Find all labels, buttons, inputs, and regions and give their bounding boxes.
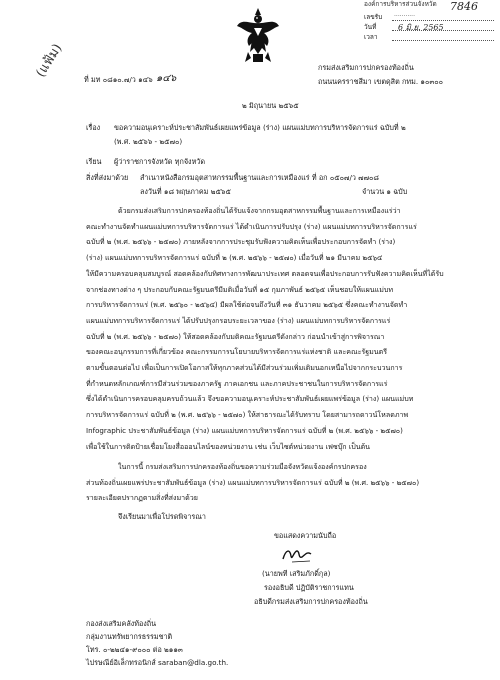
body1-line: แผนแม่บทการบริหารจัดการแร่ ได้ปรับปรุงกรอบระยะเวลาของ (ร่าง) แผนแม่บทการบริหารจัดการแร่ <box>86 315 391 325</box>
stamp-time-label: เวลา <box>364 33 378 41</box>
handwritten-signature <box>280 545 316 565</box>
body1-line: จากช่องทางต่าง ๆ ประกอบกับคณะรัฐมนตรีมีมติเมื่อวันที่ ๑๕ กุมภาพันธ์ ๒๕๖๕ เห็นชอบให้แผนแม่บท <box>86 284 394 294</box>
footer-phone: โทร. ๐-๒๒๔๑-๙๐๐๐ ต่อ ๒๑๑๓ <box>86 645 183 654</box>
body1-line: การบริหารจัดการแร่ (พ.ศ. ๒๕๖๐ - ๒๕๖๔) มีผลใช้ต่อจนถึงวันที่ ๓๑ ธันวาคม ๒๕๖๕ ซึ่งคณะทำงานจัดทำ <box>86 300 408 310</box>
stamp-date-label: วันที่ <box>364 23 377 31</box>
body1-line: (ร่าง) แผนแม่บทการบริหารจัดการแร่ ฉบับที่ ๒ (พ.ศ. ๒๕๖๖ - ๒๕๗๐) เมื่อวันที่ ๒๑ มีนาคม ๒๕๖๔ <box>86 253 383 263</box>
stamp-handwritten-number: 7846 <box>450 0 478 13</box>
footer-email: ไปรษณีย์อิเล็กทรอนิกส์ saraban@dla.go.th. <box>86 658 229 667</box>
subject-line-1: ขอความอนุเคราะห์ประชาสัมพันธ์เผยแพร่ข้อมูล (ร่าง) แผนแม่บทการบริหารจัดการแร่ ฉบับที่ ๒ <box>114 123 406 132</box>
body2-line: รายละเอียดปรากฏตามสิ่งที่ส่งมาด้วย <box>86 493 198 503</box>
receipt-stamp <box>358 0 500 44</box>
body1-line: ฉบับที่ ๒ (พ.ศ. ๒๕๖๖ - ๒๕๗๐) ให้สอดคล้องกับมติคณะรัฐมนตรีดังกล่าว ก่อนนำเข้าสู่การพิจารณา <box>86 331 385 341</box>
body2-line: ส่วนท้องถิ่นเผยแพร่ประชาสัมพันธ์ข้อมูล (ร่าง) แผนแม่บทการบริหารจัดการแร่ ฉบับที่ ๒ (พ.ศ. ๒๕๖๖ - ๒๕๗๐) <box>86 477 420 487</box>
stamp-received-label: เลขรับ <box>364 13 383 21</box>
enclosure-line-2: ลงวันที่ ๑๘ พฤษภาคม ๒๕๖๕ <box>140 187 231 196</box>
body-paragraph-1 <box>86 203 444 454</box>
sender-address: ถนนนครราชสีมา เขตดุสิต กทม. ๑๐๓๐๐ <box>318 77 444 86</box>
signer-title-2: อธิบดีกรมส่งเสริมการปกครองท้องถิ่น <box>254 597 368 606</box>
stamp-org: องค์การบริหารส่วนจังหวัด <box>364 0 437 8</box>
body1-line: ฉบับที่ ๒ (พ.ศ. ๒๕๖๖ - ๒๕๗๐) ภายหลังจากการประชุมรับฟังความคิดเห็นเพื่อประกอบการจัดทำ (ร่าง) <box>86 237 396 247</box>
sender-org: กรมส่งเสริมการปกครองท้องถิ่น <box>318 63 414 72</box>
closing-request: จึงเรียนมาเพื่อโปรดพิจารณา <box>118 512 206 521</box>
body-paragraph-2 <box>86 459 420 506</box>
body1-line: ของคณะอนุกรรมการที่เกี่ยวข้อง คณะกรรมการนโยบายบริหารจัดการแร่แห่งชาติ และคณะรัฐมนตรี <box>86 347 388 357</box>
subject-label: เรื่อง <box>86 123 101 132</box>
garuda-emblem-icon <box>236 6 280 66</box>
body2-line: ในการนี้ กรมส่งเสริมการปกครองท้องถิ่นขอความร่วมมือจังหวัดแจ้งองค์กรปกครอง <box>118 462 367 471</box>
handwritten-document-number: ๑๔๖ <box>156 73 177 84</box>
document-number: ที่ มท ๐๘๑๐.๗/ว ๑๔๖ <box>84 75 153 84</box>
body1-line: ด้วยกรมส่งเสริมการปกครองท้องถิ่นได้รับแจ้งจากกรมอุตสาหกรรมพื้นฐานและการเหมืองแร่ว่า <box>118 206 401 215</box>
body1-line: Infographic ประชาสัมพันธ์ข้อมูล (ร่าง) แผนแม่บทการบริหารจัดการแร่ ฉบับที่ ๒ (พ.ศ. ๒๕๖๖ - ๒๕๗๐) <box>86 425 403 435</box>
footer-group: กลุ่มงานทรัพยากรธรรมชาติ <box>86 632 173 641</box>
stamp-date-value: 6 มิ.ย. 2565 <box>398 23 444 32</box>
subject-line-2: (พ.ศ. ๒๕๖๖ - ๒๕๗๐) <box>114 137 183 146</box>
body1-line: ที่กำหนดหลักเกณฑ์การมีส่วนร่วมของภาครัฐ ภาคเอกชน และภาคประชาชนในการบริหารจัดการแร่ <box>86 378 388 388</box>
handwritten-margin-note: (แฟ้ม) <box>33 41 66 81</box>
body1-line: เพื่อใช้ในการติดป้ายเชื่อมโยงสื่อออนไลน์ของหน่วยงาน เช่น เว็บไซต์หน่วยงาน เฟซบุ๊ก เป็นต้น <box>86 441 371 451</box>
to-value: ผู้ว่าราชการจังหวัด ทุกจังหวัด <box>114 157 206 166</box>
to-label: เรียน <box>86 157 102 166</box>
signature-regards: ขอแสดงความนับถือ <box>274 531 337 540</box>
body1-line: การบริหารจัดการแร่ ฉบับที่ ๒ (พ.ศ. ๒๕๖๖ - ๒๕๗๐) ให้สาธารณะได้รับทราบ โดยสามารถดาวน์โหลดภาพ <box>86 410 409 420</box>
body1-line: ซึ่งได้ดำเนินการครอบคลุมครบถ้วนแล้ว จึงขอความอนุเคราะห์ประชาสัมพันธ์เผยแพร่ข้อมูล (ร่าง) แผนแม่บท <box>86 394 414 404</box>
signer-title-1: รองอธิบดี ปฏิบัติราชการแทน <box>264 583 354 592</box>
stamp-received-value: ........... <box>394 11 415 18</box>
enclosure-count: จำนวน ๑ ฉบับ <box>362 187 408 196</box>
enclosure-label: สิ่งที่ส่งมาด้วย <box>86 173 129 182</box>
body1-line: คณะทำงานจัดทำแผนแม่บทการบริหารจัดการแร่ ได้ดำเนินการปรับปรุง (ร่าง) แผนแม่บทการบริหารจัดการแร่ <box>86 221 417 231</box>
enclosure-line-1: สำเนาหนังสือกรมอุตสาหกรรมพื้นฐานและการเหมืองแร่ ที่ อก ๐๕๐๗/ว ๗๗๐๘ <box>140 173 379 182</box>
signer-name: (นายพที เสริมภักดิ์กุล) <box>262 569 331 578</box>
body1-line: ตามขั้นตอนต่อไป เพื่อเป็นการเปิดโอกาสให้ทุกภาคส่วนได้มีส่วนร่วมเพิ่มเติมนอกเหนือไปจากกระบวนการ <box>86 363 403 373</box>
body1-line: ให้มีความครอบคลุมสมบูรณ์ สอดคล้องกับทิศทางการพัฒนาประเทศ ตลอดจนเพื่อประกอบการรับฟังความคิดเห็นที่ได้รับ <box>86 268 444 278</box>
footer-department: กองส่งเสริมคลังท้องถิ่น <box>86 619 157 628</box>
document-date: ๒ มิถุนายน ๒๕๖๕ <box>242 101 299 110</box>
